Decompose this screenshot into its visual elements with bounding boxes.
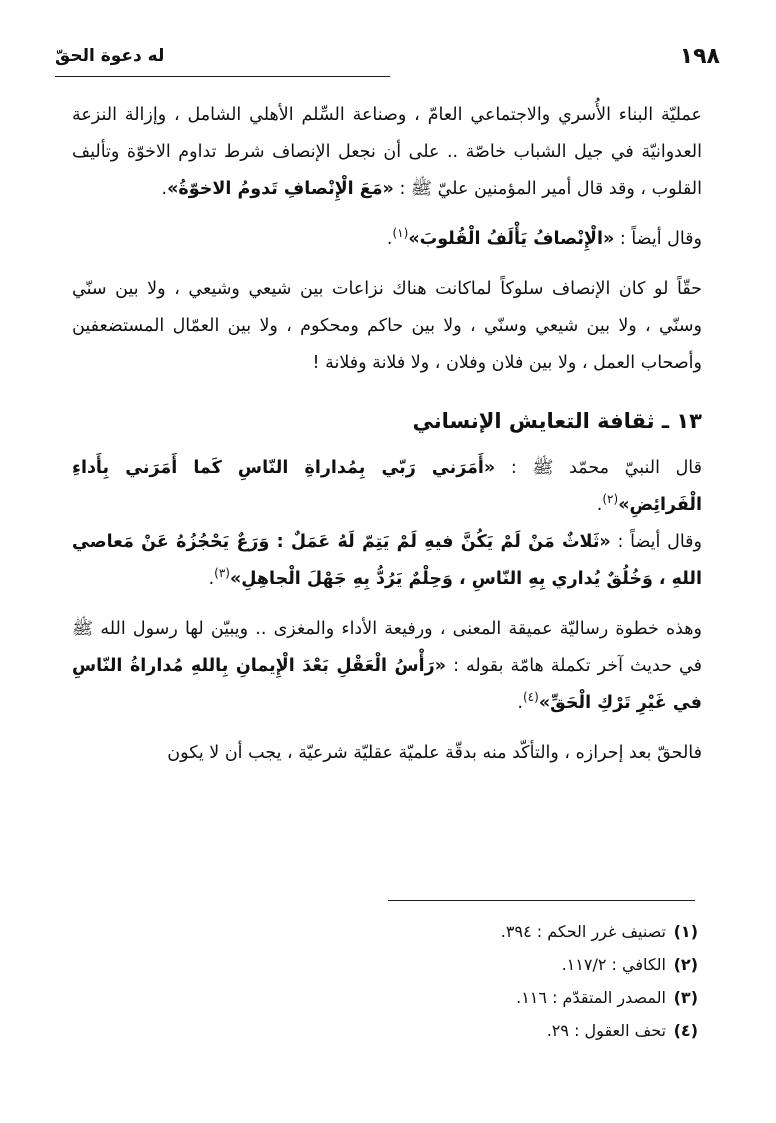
- footnote-text: تحف العقول : ٢٩.: [546, 1021, 666, 1040]
- footnote: [368, 953, 698, 986]
- section-heading: ١٣ ـ ثقافة التعايش الإنساني: [412, 409, 702, 433]
- paragraph-text: عمليّة البناء الأُسري والاجتماعي العامّ ، وصناعة السِّلم الأهلي الشامل ، وإزالة النزعة العدوانيّة في جيل الشباب خاصّة .. على أن نجعل الإنصاف شرط تداوم الاخوّة وتأليف القلوب ، وقد قال أمير المؤمنين عليّ ﷺ :: [72, 105, 702, 199]
- paragraph: [72, 611, 702, 722]
- running-title: له دعوة الحقّ: [55, 46, 165, 66]
- main-text: [72, 97, 702, 772]
- punctuation: .: [517, 693, 523, 713]
- paragraph-text: حقّاً لو كان الإنصاف سلوكاً لماكانت هناك نزاعات بين شيعي وشيعي ، ولا بين سنّي وسنّي ، ولا بين شيعي وسنّي ، ولا بين حاكم ومحكوم ، ولا بين العمّال المستضعفين وأصحاب العمل ، ولا بين فلان وفلان ، ولا فلانة وفلانة !: [72, 279, 702, 373]
- footnote: [368, 1019, 698, 1052]
- paragraph-text: قال النبيّ محمّد ﷺ :: [510, 458, 702, 478]
- paragraph: [72, 221, 702, 258]
- footnote: [368, 986, 698, 1019]
- paragraph: [72, 524, 702, 598]
- punctuation: .: [596, 495, 603, 515]
- footnote-number: (٤): [673, 1021, 698, 1040]
- page-header: [55, 40, 720, 76]
- footnote-ref: (٤): [522, 690, 539, 705]
- footnote-number: (٢): [673, 955, 698, 974]
- footnote-text: الكافي : ١١٧/٢.: [561, 955, 666, 974]
- footnote-number: (١): [673, 922, 698, 941]
- hadith-quote: «ثَلاثٌ مَنْ لَمْ يَكُنَّ فيهِ لَمْ يَتِمّ لَهُ عَمَلٌ : وَرَعٌ يَحْجُزُهُ عَنْ مَعاصي اللهِ ، وَخُلُقٌ يُداري بِهِ النّاسِ ، وَحِلْمٌ يَرُدُّ بِهِ جَهْلَ الْجاهِلِ»: [72, 532, 702, 589]
- paragraph: [72, 450, 702, 524]
- footnote: [368, 920, 698, 953]
- header-rule: [55, 76, 390, 77]
- paragraph-text: وقال أيضاً :: [617, 532, 702, 552]
- paragraph: [72, 271, 702, 382]
- hadith-quote: «رَأْسُ الْعَقْلِ بَعْدَ الْإِيمانِ بِاللهِ مُداراةُ النّاسِ في غَيْرِ تَرْكِ الْحَقِّ»: [72, 656, 702, 713]
- paragraph-text: وهذه خطوة رساليّة عميقة المعنى ، ورفيعة الأداء والمغزى .. ويبيّن لها رسول الله ﷺ في حديث آخر تكملة هامّة بقوله :: [72, 619, 702, 676]
- paragraph-text: فالحقّ بعد إحرازه ، والتأكّد منه بدقّة علميّة عقليّة شرعيّة ، يجب أن لا يكون: [167, 743, 702, 763]
- footnote-ref: (٢): [602, 492, 619, 507]
- footnotes: [368, 920, 698, 1052]
- footnote-text: تصنيف غرر الحكم : ٣٩٤.: [500, 922, 666, 941]
- paragraph: [72, 97, 702, 208]
- footnote-ref: (٣): [214, 566, 230, 581]
- punctuation: .: [161, 179, 168, 199]
- hadith-quote: «مَعَ الْإِنْصافِ تَدومُ الاخوّةُ»: [167, 179, 394, 199]
- footnote-number: (٣): [673, 988, 698, 1007]
- punctuation: .: [386, 229, 393, 249]
- footnote-ref: (١): [392, 226, 409, 241]
- paragraph: [72, 735, 702, 772]
- paragraph-text: وقال أيضاً :: [619, 229, 702, 249]
- footnote-text: المصدر المتقدّم : ١١٦.: [516, 988, 666, 1007]
- hadith-quote: «أَمَرَني رَبّي بِمُداراةِ النّاسِ كَما أَمَرَني بِأَداءِ الْفَرائِضِ»: [72, 458, 702, 515]
- hadith-quote: «الْإِنْصافُ يَأْلَفُ الْقُلوبَ»: [408, 229, 615, 249]
- punctuation: .: [208, 569, 215, 589]
- footnote-rule: [388, 900, 695, 901]
- page-number: ١٩٨: [679, 44, 720, 69]
